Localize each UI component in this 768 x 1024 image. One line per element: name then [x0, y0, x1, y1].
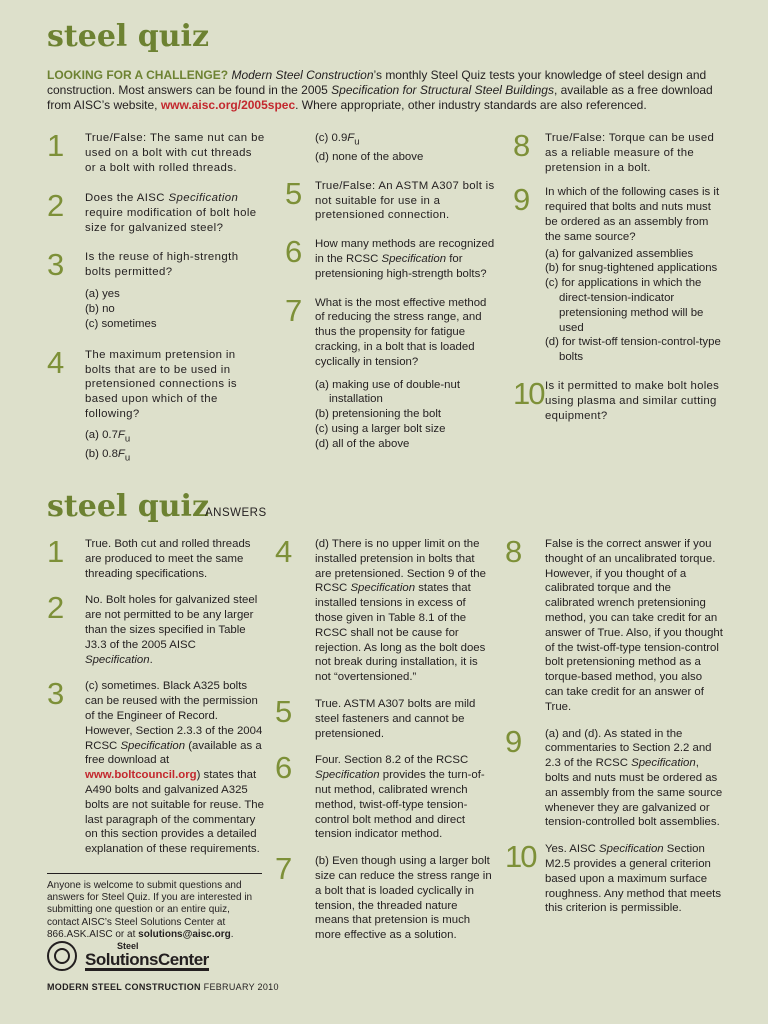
option-c: (c) $0.9F_u$	[315, 132, 360, 148]
option-a: (a) making use of double-nut installation	[315, 378, 460, 406]
question-9	[513, 182, 723, 365]
answer-2	[47, 590, 265, 667]
magazine-name: Modern Steel Construction	[231, 68, 374, 82]
answer-6	[275, 750, 493, 842]
answers-column-3	[505, 534, 723, 916]
answer-number: 1	[47, 534, 65, 569]
question-number: 5	[285, 175, 303, 211]
option-d: (d) none of the above	[315, 151, 424, 164]
question-number: 3	[47, 246, 65, 282]
answer-text: Four. Section 8.2 of the RCSC Specification provides the turn-of-nut method, calibrated wrench method, twist-off-type tension-control bolt method and direct tension indicator method.	[315, 754, 485, 841]
answer-number: 4	[275, 534, 293, 569]
answer-number: 10	[505, 839, 536, 875]
answers-title: steel quiz	[47, 489, 209, 524]
quiz-title: steel quiz	[47, 19, 209, 54]
answer-options	[85, 287, 265, 331]
question-number: 2	[47, 188, 65, 224]
question-1	[47, 128, 265, 175]
question-number: 6	[285, 234, 303, 270]
question-6	[285, 234, 495, 281]
answer-5	[275, 693, 493, 741]
question-text: In which of the following cases is it required that bolts and nuts must be ordered as an assembly from the same source? (a) for galvanized assemblies (b) for snug-tightened applications (c) for applications in which the direct-tension-indicator pretensioning method will be used (d) for twist-off tension-control-type bolts	[545, 185, 723, 365]
intro-text-3: . Where appropriate, other industry standards are also referenced.	[295, 98, 647, 112]
answer-1	[47, 534, 265, 581]
answer-7	[275, 851, 493, 943]
quiz-intro	[47, 68, 727, 113]
option-d: (d) for twist-off tension-control-type bolts	[545, 336, 721, 364]
question-text: True/False: An ASTM A307 bolt is not suitable for use in a pretensioned connection.	[315, 179, 495, 222]
question-number: 8	[513, 128, 531, 163]
option-c: (c) sometimes	[85, 317, 157, 330]
brand-wordmark: Steel SolutionsCenter	[85, 940, 209, 969]
answer-4	[275, 534, 493, 685]
intro-text-2: , available as a free download from AISC’s website,	[47, 83, 713, 112]
answer-text: (d) There is no upper limit on the installed pretension in bolts that are pretensioned. Section 9 of the RCSC Specification states that installed tensions in excess of those given in Table 8.1 of the RCSC shall not be cause for rejection. As long as the bolt does not break during installation, it is not “overtensioned.”	[315, 538, 486, 684]
option-b: (b) $0.8F_u$	[85, 447, 131, 464]
answer-number: 7	[275, 851, 293, 887]
question-2	[47, 188, 265, 235]
quiz-column-2	[285, 131, 495, 452]
question-4-continued	[285, 131, 495, 165]
answer-3	[47, 676, 265, 857]
option-a: (a) for galvanized assemblies	[545, 247, 694, 260]
answer-number: 5	[275, 693, 293, 729]
option-a: (a) $0.7F_u$	[85, 428, 131, 445]
question-text: Is it permitted to make bolt holes using plasma and similar cutting equipment?	[545, 379, 720, 422]
answer-options	[545, 247, 723, 365]
answer-options	[315, 378, 495, 452]
question-number: 7	[285, 292, 303, 328]
answer-10	[505, 839, 723, 916]
question-number: 1	[47, 128, 65, 163]
question-4	[47, 344, 265, 466]
answers-column-1	[47, 534, 265, 857]
question-text: How many methods are recognized in the RCSC Specification for pretensioning high-strength bolts?	[315, 238, 495, 280]
footer-date: FEBRUARY 2010	[203, 982, 279, 992]
option-b: (b) no	[85, 303, 115, 316]
option-b: (b) pretensioning the bolt	[315, 408, 442, 421]
aisc-seal-icon	[47, 941, 77, 971]
answer-8	[505, 534, 723, 715]
answers-column-2	[275, 534, 493, 943]
question-text: What is the most effective method of reducing the stress range, and thus the propensity for fatigue cracking, in a bolt that is loaded cyclically in tension? (a) making use of double-nut installation (b) pretensioning the bolt (c) using a larger bolt size (d) all of the above	[315, 296, 495, 452]
answer-9	[505, 723, 723, 831]
answer-text: (c) sometimes. Black A325 bolts can be reused with the permission of the Engineer of Record. However, Section 2.3.3 of the 2004 RCSC Specification (available as a free download at www.boltcouncil.org) states that A490 bolts and galvanized A325 bolts are not suitable for reuse. The last paragraph of the commentary on this section provides a detailed explanation of these requirements.	[85, 680, 264, 856]
question-text: True/False: The same nut can be used on a bolt with cut threads or a bolt with rolled threads.	[85, 132, 265, 174]
footer-magazine: MODERN STEEL CONSTRUCTION	[47, 982, 201, 992]
answer-options	[85, 428, 265, 466]
answer-number: 2	[47, 590, 65, 626]
answer-number: 6	[275, 750, 293, 786]
submission-note: Anyone is welcome to submit questions and answers for Steel Quiz. If you are interested in submitting one question or an entire quiz, contact AISC’s Steel Solutions Center at 866.ASK.AISC or at solutions@aisc.org.	[47, 873, 262, 941]
question-number: 10	[513, 375, 544, 411]
quiz-column-3	[513, 128, 723, 423]
question-text: The maximum pretension in bolts that are to be used in pretensioned connections is based upon which of the following? (a) $0.7F_u$ (b) $0.8F_u$	[85, 348, 265, 466]
quiz-column-1	[47, 128, 265, 466]
answer-text: Yes. AISC Specification Section M2.5 provides a general criterion based upon a maximum surface roughness. Any method that meets this criterion is permissible.	[545, 843, 722, 915]
question-text: Does the AISC Specification require modification of bolt hole size for galvanized steel?	[85, 192, 257, 234]
challenge-heading: LOOKING FOR A CHALLENGE?	[47, 68, 229, 82]
option-c: (c) using a larger bolt size	[315, 423, 446, 436]
answer-text: (b) Even though using a larger bolt size can reduce the stress range in a bolt that is loaded cyclically in tension, the threaded nature means that pretension is much more effective as a solution.	[315, 855, 492, 942]
question-7	[285, 292, 495, 452]
question-10	[513, 375, 723, 423]
option-a: (a) yes	[85, 288, 120, 301]
spec-download-link[interactable]: www.aisc.org/2005spec	[160, 98, 296, 112]
question-8	[513, 128, 723, 175]
answer-number: 9	[505, 723, 523, 759]
steel-solutions-center-logo	[47, 938, 257, 974]
option-c: (c) for applications in which the direct-tension-indicator pretensioning method will be used	[545, 277, 704, 334]
answer-text: True. ASTM A307 bolts are mild steel fasteners and cannot be pretensioned.	[315, 697, 476, 740]
question-text: True/False: Torque can be used as a reliable measure of the pretension in a bolt.	[545, 132, 715, 174]
page-footer	[47, 982, 279, 992]
answer-number: 3	[47, 676, 65, 712]
question-3	[47, 246, 265, 332]
answer-text: (a) and (d). As stated in the commentaries to Section 2.2 and 2.3 of the RCSC Specification, bolts and nuts must be ordered as an assembly from the same source whenever they are galvanized or tension-controlled bolt assemblies.	[545, 727, 723, 829]
answer-text: True. Both cut and rolled threads are produced to meet the same threading specifications.	[85, 538, 251, 580]
answer-number: 8	[505, 534, 523, 569]
question-number: 4	[47, 344, 65, 380]
boltcouncil-link[interactable]: www.boltcouncil.org	[85, 769, 197, 782]
answer-text: No. Bolt holes for galvanized steel are not permitted to be any larger than the sizes specified in Table J3.3 of the 2005 AISC Specification.	[85, 594, 258, 666]
intro-text-1: ’s monthly Steel Quiz tests your knowledge of steel design and construction. Most answers can be found in the 2005	[47, 68, 707, 97]
question-5	[285, 175, 495, 223]
email-link[interactable]: solutions@aisc.org	[138, 928, 231, 940]
answers-label: ANSWERS	[205, 507, 267, 519]
question-number: 9	[513, 182, 531, 218]
spec-title: Specification for Structural Steel Buildings	[331, 83, 554, 97]
question-text: Is the reuse of high-strength bolts permitted? (a) yes (b) no (c) sometimes	[85, 250, 265, 332]
option-d: (d) all of the above	[315, 437, 410, 450]
option-b: (b) for snug-tightened applications	[545, 262, 718, 275]
answer-text: False is the correct answer if you thought of an uncalibrated torque. However, if you thought of a calibrated torque and the calibrated wrench pretensioning method, you can take credit for an answer of True. Also, if you thought of the twist-off-type tension-control bolt pretensioning method as a torque-based method, you also can take credit for an answer of True.	[545, 538, 723, 713]
